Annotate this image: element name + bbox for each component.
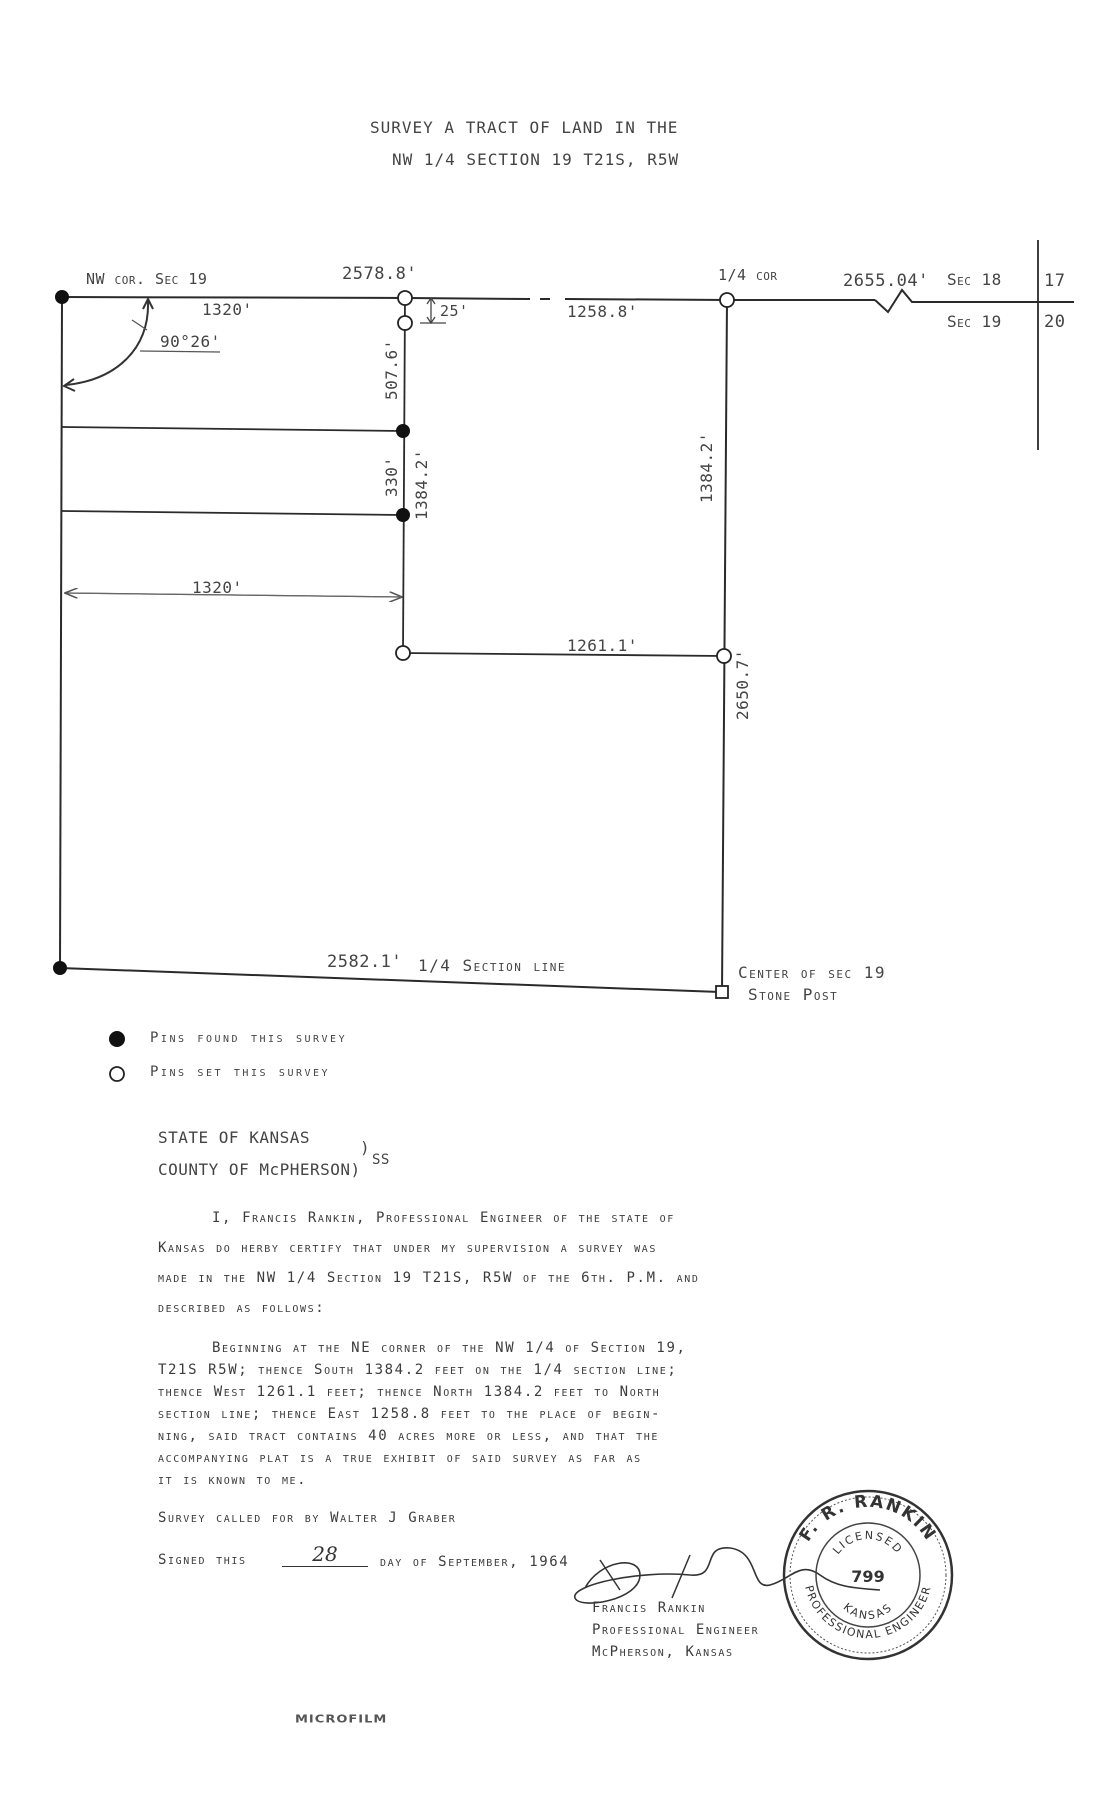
section-18-label: Sec 18: [947, 270, 1002, 289]
pin-found-sw: [53, 961, 67, 975]
signer-title: Professional Engineer: [592, 1622, 760, 1638]
state-label: STATE OF KANSAS: [158, 1128, 310, 1147]
west-line: [60, 297, 62, 968]
svg-text:KANSAS: [841, 1600, 896, 1622]
pin-set-offset: [398, 316, 412, 330]
signed-prefix: Signed this: [158, 1552, 247, 1568]
offset-dimension-label: 25': [440, 302, 469, 320]
venue-ss: SS: [372, 1152, 390, 1168]
seal-profession: PROFESSIONAL ENGINEER: [802, 1583, 934, 1642]
bottom-total-dimension: 2582.1': [327, 952, 403, 972]
signer-place: McPherson, Kansas: [592, 1644, 734, 1660]
legend-set-symbol: [110, 1067, 124, 1081]
top-total-dimension: 2578.8': [342, 264, 418, 284]
tract-west-line: [403, 298, 405, 653]
section-17-label: 17: [1044, 271, 1066, 291]
signature: [575, 1548, 880, 1603]
cert-para2-line5: ning, said tract contains 40 acres more or less, and that the: [158, 1428, 659, 1444]
cert-para2-line2: T21S R5W; thence South 1384.2 feet on the 1/4 section line;: [158, 1362, 678, 1378]
break-symbol: [875, 290, 935, 312]
seal-number: 799: [851, 1567, 885, 1586]
north-line-west: [62, 297, 408, 298]
cert-para1-line1: I, Francis Rankin, Professional Engineer of the state of: [212, 1210, 675, 1226]
pin-found-upper: [396, 424, 410, 438]
seal-state: KANSAS: [840, 1600, 896, 1623]
quarter-section-line-label: 1/4 Section line: [418, 956, 567, 975]
pin-set-north: [398, 291, 412, 305]
pin-set-southeast: [717, 649, 731, 663]
vertical-mid-dimension: 330': [382, 456, 401, 497]
section-20-label: 20: [1044, 312, 1066, 332]
pin-set-quarter-corner: [720, 293, 734, 307]
legend-found-label: Pins found this survey: [150, 1030, 348, 1046]
east-total-dimension: 2655.04': [843, 271, 929, 291]
svg-text:LICENSED: [830, 1529, 905, 1557]
cert-para2-line3: thence West 1261.1 feet; thence North 1384.2 feet to North: [158, 1384, 661, 1400]
north-line-east: [565, 299, 727, 300]
microfilm-stamp: MICROFILM: [295, 1713, 388, 1726]
signer-name: Francis Rankin: [592, 1600, 706, 1616]
center-section-label: Center of sec 19: [738, 963, 887, 982]
west-tract-height: 1384.2': [412, 449, 431, 520]
section-19-label: Sec 19: [947, 312, 1002, 331]
parcel-line-upper: [62, 427, 403, 431]
cert-para2-line7: it is known to me.: [158, 1472, 308, 1488]
cert-para2-line1: Beginning at the NE corner of the NW 1/4 of Section 19,: [212, 1340, 687, 1356]
north-line-mid: [408, 298, 530, 299]
seal-licensed: LICENSED: [830, 1528, 906, 1557]
cert-para1-line2: Kansas do herby certify that under my supervision a survey was: [158, 1240, 657, 1256]
tract-south-line: [403, 653, 724, 656]
angle-arc: [66, 300, 148, 385]
pin-set-southwest: [396, 646, 410, 660]
tract-south-dimension: 1261.1': [567, 636, 638, 655]
signed-suffix: day of September, 1964: [380, 1554, 570, 1570]
cert-para2-line6: accompanying plat is a true exhibit of said survey as far as: [158, 1450, 642, 1466]
angle-label: 90°26': [160, 332, 221, 351]
west-width-dimension: 1320': [192, 578, 243, 597]
legend-set-label: Pins set this survey: [150, 1064, 331, 1080]
stone-post-label: Stone Post: [748, 985, 839, 1004]
top-right-dimension: 1258.8': [567, 302, 638, 321]
cert-para1-line4: described as follows:: [158, 1300, 326, 1316]
pin-found-nw: [55, 290, 69, 304]
signed-day: 28: [282, 1542, 368, 1567]
parcel-line-lower: [62, 511, 403, 515]
top-left-dimension: 1320': [202, 300, 253, 319]
engineer-seal: [784, 1491, 952, 1659]
east-quarter-line: [722, 300, 727, 992]
cert-para1-line3: made in the NW 1/4 Section 19 T21S, R5W of the 6th. P.M. and: [158, 1270, 700, 1286]
signature-strokes: [600, 1555, 690, 1598]
east-tract-height: 1384.2': [697, 432, 716, 503]
document-title-line2: NW 1/4 SECTION 19 T21S, R5W: [392, 150, 680, 169]
pin-found-lower: [396, 508, 410, 522]
angle-underline: [140, 351, 220, 352]
cert-para2-line4: section line; thence East 1258.8 feet to the place of begin-: [158, 1406, 661, 1422]
venue-paren: ): [360, 1138, 371, 1157]
legend-found-symbol: [109, 1031, 125, 1047]
quarter-corner-label: 1/4 cor: [718, 266, 778, 284]
stone-post-marker: [716, 986, 728, 998]
nw-corner-label: NW cor. Sec 19: [86, 270, 208, 288]
county-label: COUNTY OF McPHERSON): [158, 1160, 361, 1179]
survey-called-for: Survey called for by Walter J Graber: [158, 1510, 457, 1526]
vertical-upper-dimension: 507.6': [382, 339, 401, 400]
document-title-line1: SURVEY A TRACT OF LAND IN THE: [370, 118, 679, 137]
east-lower-dimension: 2650.7': [733, 649, 752, 720]
seal-name: F. R. RANKIN: [795, 1491, 941, 1546]
